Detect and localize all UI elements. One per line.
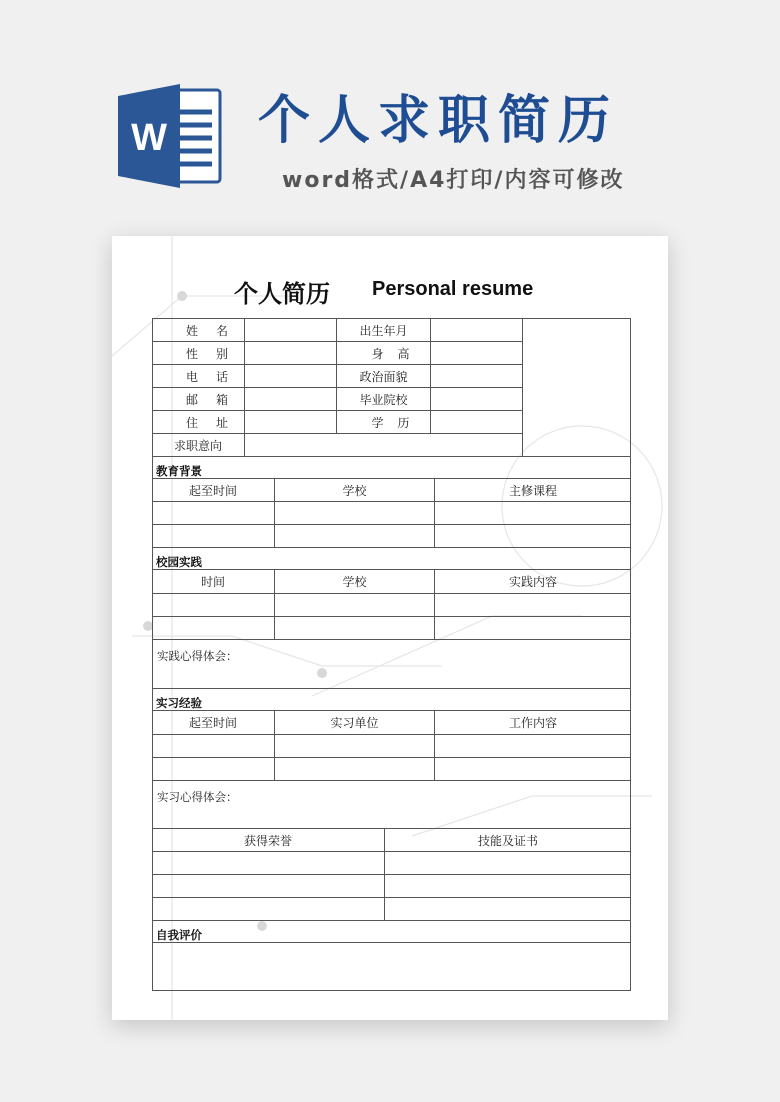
resume-page <box>112 236 668 1020</box>
internship-header-work: 工作内容 <box>508 716 557 730</box>
resume-title-cn: 个人简历 <box>234 280 330 308</box>
campus-header-content: 实践内容 <box>508 575 557 589</box>
word-logo-icon <box>114 82 226 190</box>
internship-note-label: 实习心得体会： <box>157 790 238 804</box>
label-degree: 学历 <box>371 415 424 430</box>
label-birth: 出生年月 <box>359 323 408 338</box>
resume-title-en: Personal resume <box>372 278 534 300</box>
section-self-eval-title: 自我评价 <box>156 928 202 942</box>
campus-note-label: 实践心得体会： <box>157 649 238 663</box>
label-height: 身高 <box>371 346 424 361</box>
label-political: 政治面貌 <box>359 369 408 384</box>
label-email: 邮箱 <box>185 392 246 407</box>
campus-header-school: 学校 <box>342 575 367 589</box>
label-address: 住址 <box>185 415 246 430</box>
section-internship-title: 实习经验 <box>156 696 202 710</box>
awards-header-skills: 技能及证书 <box>477 833 538 848</box>
education-header-time: 起至时间 <box>188 483 237 498</box>
internship-header-time: 起至时间 <box>188 716 237 730</box>
awards-header-honors: 获得荣誉 <box>243 833 292 848</box>
section-campus-title: 校园实践 <box>156 555 202 569</box>
label-school: 毕业院校 <box>359 392 408 407</box>
word-logo-letter: W <box>131 117 167 159</box>
education-header-school: 学校 <box>342 483 367 498</box>
header-subtitle: word格式/A4打印/内容可修改 <box>282 168 625 193</box>
campus-header-time: 时间 <box>200 575 225 589</box>
section-education-title: 教育背景 <box>156 464 202 478</box>
internship-header-company: 实习单位 <box>330 716 379 730</box>
label-name: 姓名 <box>185 323 246 338</box>
education-header-courses: 主修课程 <box>508 483 557 498</box>
label-phone: 电话 <box>185 369 246 384</box>
header-title: 个人求职简历 <box>258 91 619 151</box>
label-job-intention: 求职意向 <box>173 438 222 453</box>
label-gender: 性别 <box>185 346 246 361</box>
